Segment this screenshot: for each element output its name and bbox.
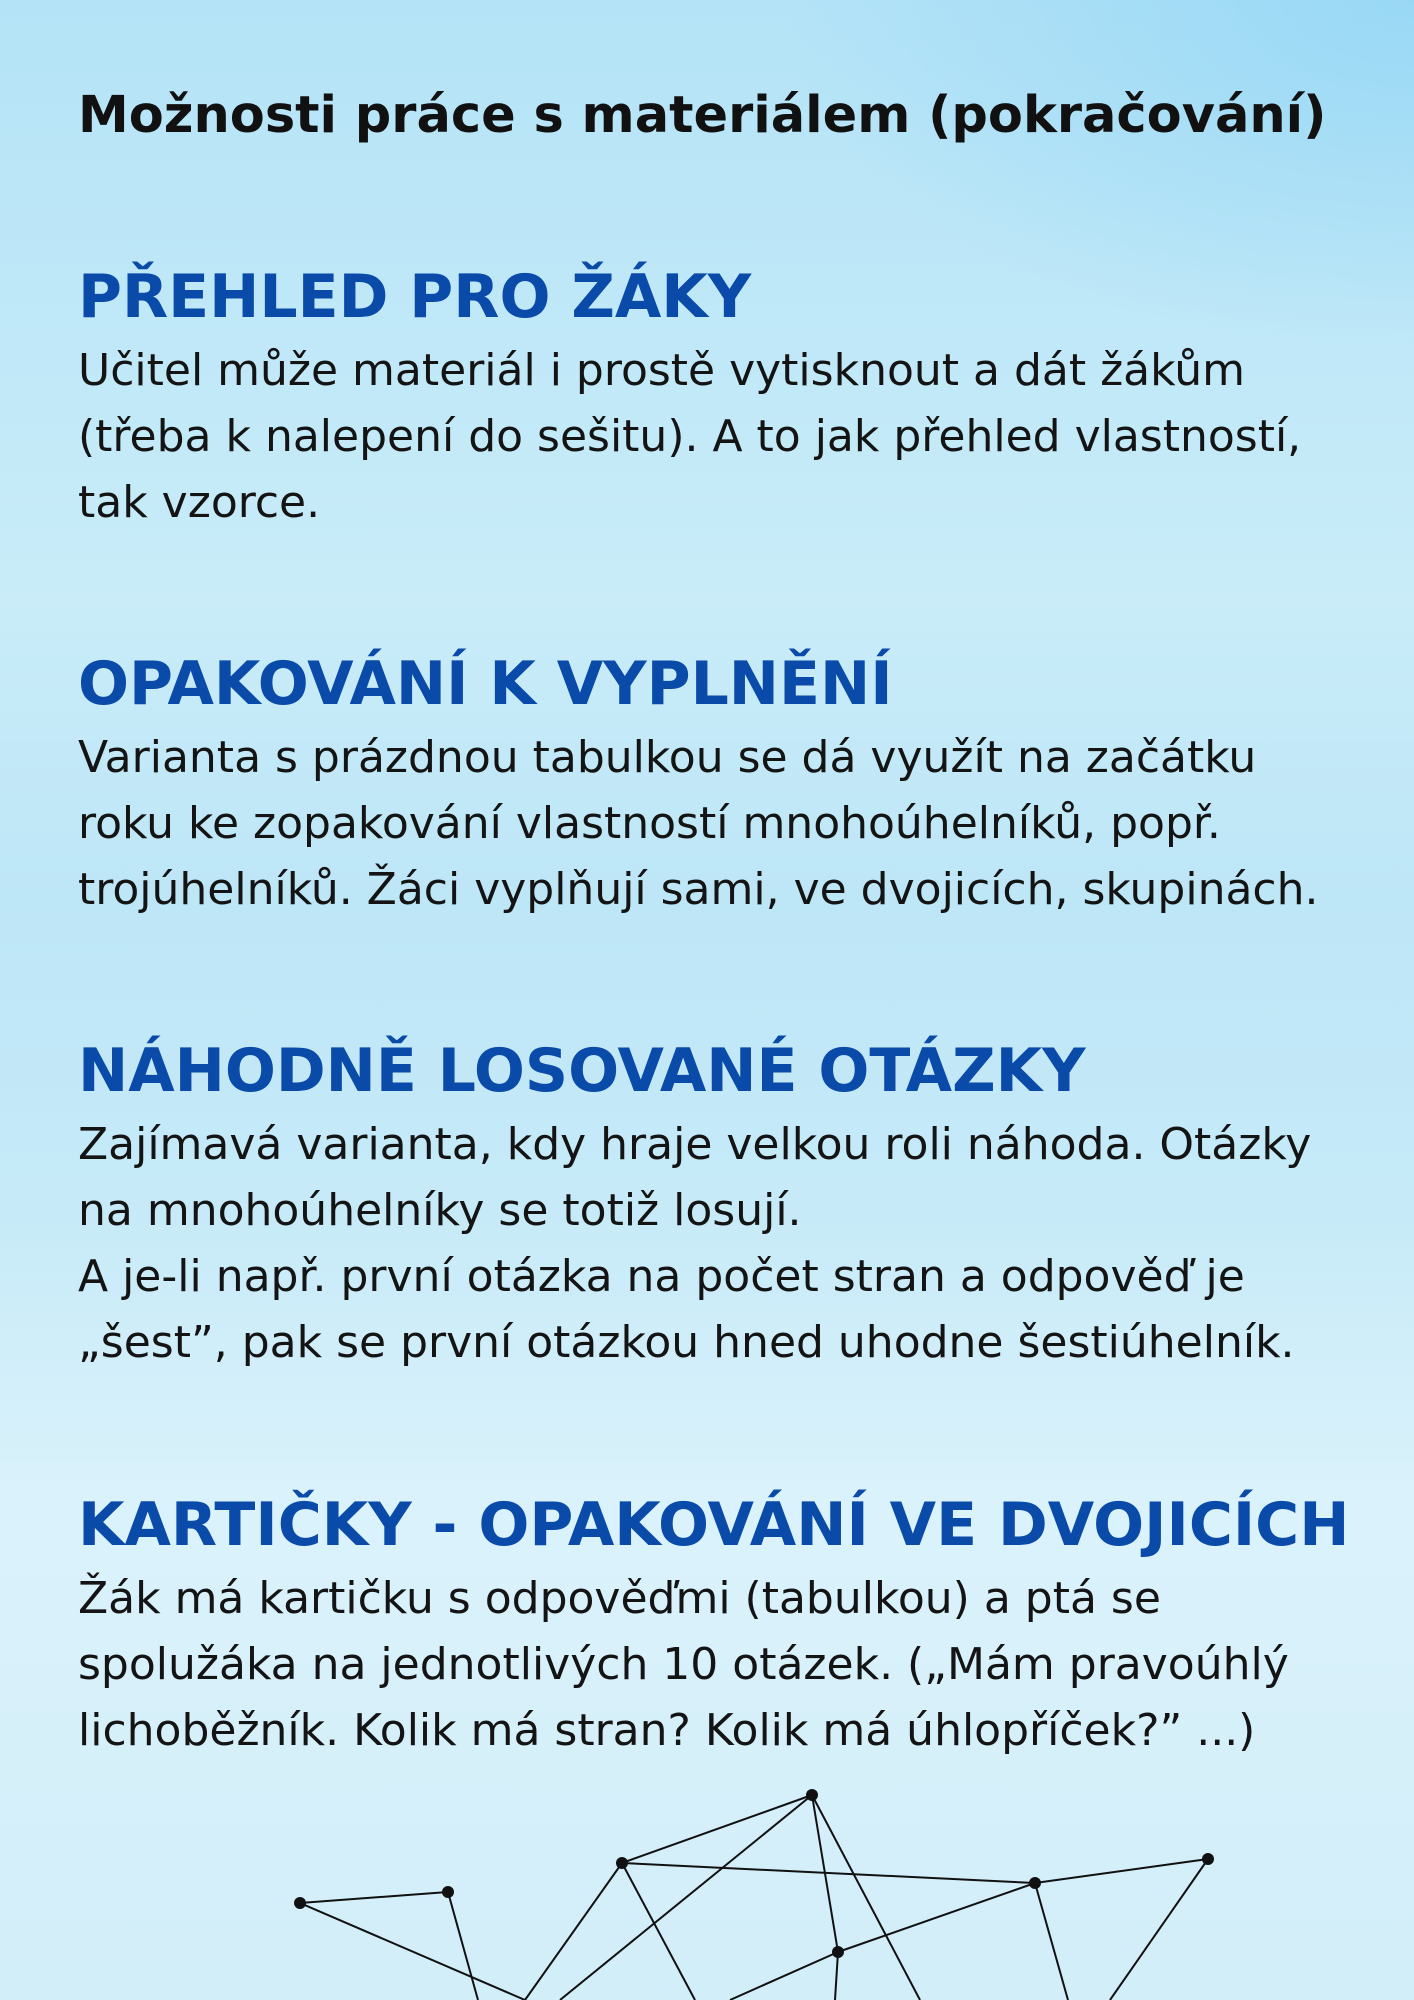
section-text: Žák má kartičku s odpověďmi (tabulkou) a ptá se spolužáka na jednotlivých 10 otázek. („Mám pravoúhlý lichoběžník. Kolik má stran? Kolik má úhlopříček?” ...) xyxy=(78,1573,1289,1756)
section-heading: NÁHODNĚ LOSOVANÉ OTÁZKY xyxy=(78,1036,1086,1106)
section-karticky-opakovani xyxy=(78,1490,1348,1764)
page-title: Možnosti práce s materiálem (pokračování) xyxy=(78,86,1327,145)
section-heading: PŘEHLED PRO ŽÁKY xyxy=(78,262,752,332)
section-opakovani-k-vyplneni xyxy=(78,649,1348,923)
network-graph-icon xyxy=(0,1760,1414,2000)
section-nahodne-losovane-otazky xyxy=(78,1036,1348,1376)
section-text: Učitel může materiál i prostě vytisknout a dát žákům (třeba k nalepení do sešitu). A to jak přehled vlastností, tak vzorce. xyxy=(78,345,1302,528)
network-nodes xyxy=(294,1789,1214,1958)
section-prehled-pro-zaky xyxy=(78,262,1348,536)
section-heading: OPAKOVÁNÍ K VYPLNĚNÍ xyxy=(78,649,893,719)
network-lines xyxy=(300,1795,1208,2000)
section-heading: KARTIČKY - OPAKOVÁNÍ VE DVOJICÍCH xyxy=(78,1490,1350,1560)
section-text: Varianta s prázdnou tabulkou se dá využít na začátku roku ke zopakování vlastností mnohoúhelníků, popř. trojúhelníků. Žáci vyplňují sami, ve dvojicích, skupinách. xyxy=(78,732,1319,915)
section-text: Zajímavá varianta, kdy hraje velkou roli náhoda. Otázky na mnohoúhelníky se totiž losují. A je-li např. první otázka na počet stran a odpověď je „šest”, pak se první otázkou hned uhodne šestiúhelník. xyxy=(78,1119,1312,1368)
